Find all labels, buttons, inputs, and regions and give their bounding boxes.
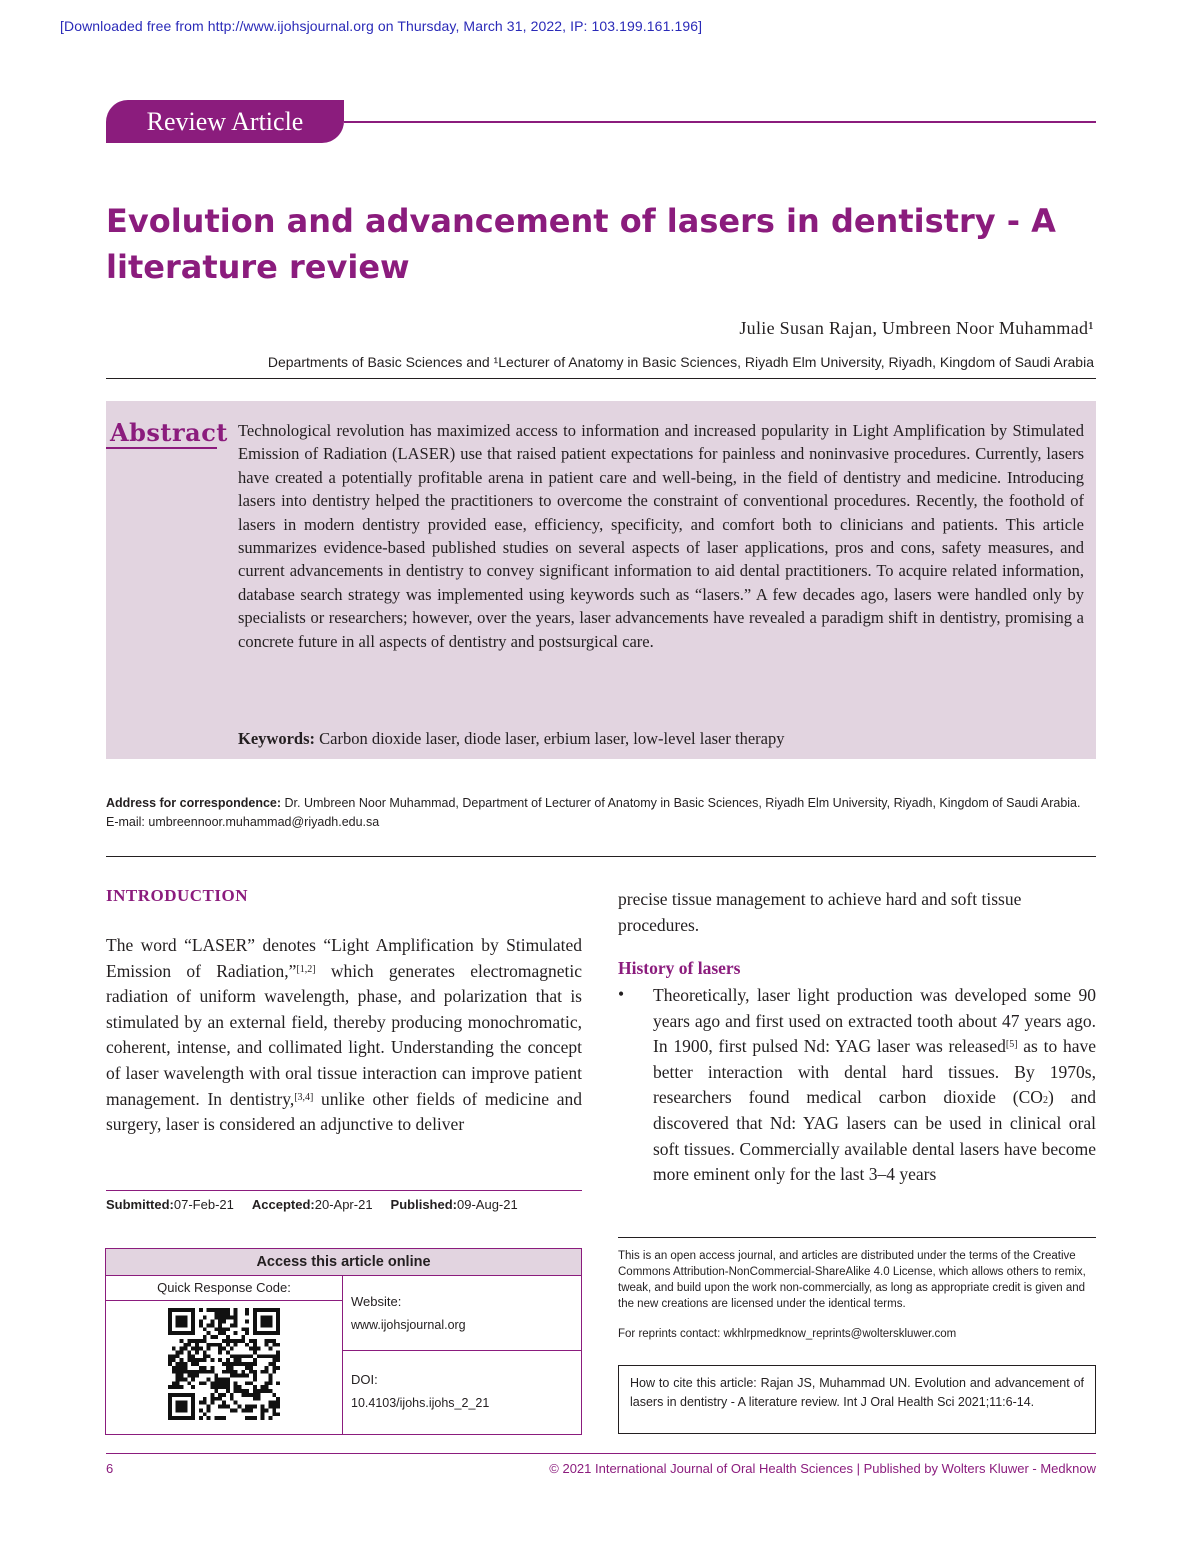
history-part-3: ) and discovered that Nd: YAG lasers can be used in clinical oral soft tissues. Commercially available dental lasers have become more eminent only for the last 3–4 years bbox=[653, 1087, 1096, 1185]
dates-rule bbox=[106, 1190, 582, 1191]
affiliation: Departments of Basic Sciences and ¹Lecturer of Anatomy in Basic Sciences, Riyadh Elm University, Riyadh, Kingdom of Saudi Arabia bbox=[267, 354, 1094, 370]
introduction-text bbox=[106, 933, 582, 1138]
history-part-2: as to have better interaction with dental hard tissues. By 1970s, researchers found medical carbon dioxide (CO bbox=[653, 1036, 1096, 1108]
qr-code-icon bbox=[168, 1308, 280, 1420]
history-part-1: Theoretically, laser light production was developed some 90 years ago and first used on extracted tooth about 47 years ago. In 1900, first pulsed Nd: YAG laser was released bbox=[653, 985, 1096, 1057]
cite-text: How to cite this article: Rajan JS, Muhammad UN. Evolution and advancement of lasers in dentistry - A literature review. Int J Oral Health Sci 2021;11:6-14. bbox=[630, 1376, 1084, 1409]
affiliation-rule bbox=[106, 378, 1096, 379]
correspondence bbox=[106, 794, 1096, 832]
continued-text: precise tissue management to achieve hard and soft tissue procedures. bbox=[618, 889, 1022, 935]
header-rule bbox=[344, 121, 1096, 123]
history-text bbox=[653, 983, 1096, 1188]
article-type-badge: Review Article bbox=[106, 100, 344, 143]
subscript: 2 bbox=[1042, 1095, 1048, 1107]
accepted-date: 20-Apr-21 bbox=[314, 1197, 373, 1212]
bullet: • bbox=[618, 984, 625, 1004]
citation-ref[interactable]: [3,4] bbox=[294, 1091, 314, 1103]
submitted-date: 07-Feb-21 bbox=[173, 1197, 234, 1212]
authors: Julie Susan Rajan, Umbreen Noor Muhammad¹ bbox=[739, 318, 1094, 338]
access-divider bbox=[342, 1276, 343, 1434]
access-divider bbox=[342, 1350, 581, 1351]
abstract-heading: Abstract bbox=[110, 418, 228, 447]
submitted-label: Submitted: bbox=[106, 1197, 174, 1212]
correspondence-email[interactable]: E-mail: umbreennoor.muhammad@riyadh.edu.sa bbox=[106, 815, 380, 829]
doi-label: DOI: bbox=[351, 1372, 378, 1387]
abstract-heading-rule bbox=[106, 447, 217, 449]
intro-part-1: The word “LASER” denotes “Light Amplification by Stimulated Emission of Radiation,” bbox=[106, 935, 582, 981]
doi-link[interactable]: 10.4103/ijohs.ijohs_2_21 bbox=[351, 1396, 490, 1410]
license-text: This is an open access journal, and articles are distributed under the terms of the Creative Commons Attribution-NonCommercial-ShareAlike 4.0 License, which allows others to remix, tweak, and build upon the work non-commercially, as long as appropriate credit is given and the new creations are licensed under the identical terms. bbox=[618, 1250, 1086, 1310]
publication-dates bbox=[106, 1197, 518, 1212]
citation-ref[interactable]: [1,2] bbox=[296, 963, 316, 975]
footer-journal: © 2021 International Journal of Oral Health Sciences | Published by Wolters Kluwer - Medknow bbox=[549, 1461, 1096, 1476]
published-label: Published: bbox=[390, 1197, 457, 1212]
article-title: Evolution and advancement of lasers in dentistry - A literature review bbox=[106, 202, 1056, 286]
qr-label: Quick Response Code: bbox=[157, 1280, 291, 1295]
website-link[interactable]: www.ijohsjournal.org bbox=[351, 1318, 466, 1332]
download-note[interactable]: [Downloaded free from http://www.ijohsjournal.org on Thursday, March 31, 2022, IP: 103.199.161.196] bbox=[60, 18, 703, 34]
correspondence-address: Dr. Umbreen Noor Muhammad, Department of Lecturer of Anatomy in Basic Sciences, Riyadh Elm University, Riyadh, Kingdom of Saudi Arabia. bbox=[284, 796, 1081, 810]
correspondence-label: Address for correspondence: bbox=[106, 796, 282, 810]
website-label: Website: bbox=[351, 1294, 402, 1309]
license-rule bbox=[618, 1237, 1096, 1238]
intro-part-3: unlike other fields of medicine and surgery, laser is considered an adjunctive to deliver bbox=[106, 1088, 583, 1135]
page-number: 6 bbox=[106, 1461, 114, 1476]
qr-label-rule bbox=[106, 1300, 342, 1301]
footer-rule bbox=[106, 1453, 1096, 1454]
reprints-contact[interactable]: For reprints contact: wkhlrpmedknow_reprints@wolterskluwer.com bbox=[618, 1328, 957, 1340]
keywords-label: Keywords: bbox=[238, 729, 315, 748]
abstract-text: Technological revolution has maximized access to information and increased popularity in Light Amplification by Stimulated Emission of Radiation (LASER) use that raised patient expectations for painless and noninvasive procedures. Currently, lasers have created a potentially profitable arena in patient care and well-being, in the field of dentistry and medicine. Introducing lasers into dentistry helped the practitioners to overcome the constraint of conventional procedures. Recently, the foothold of lasers in modern dentistry provided ease, efficiency, specificity, and comfort both to clinicians and patients. This article summarizes evidence-based published studies on several aspects of laser applications, pros and cons, safety measures, and current advancements in dentistry to convey significant information to aid dental practitioners. To acquire related information, database search strategy was implemented using keywords such as “lasers.” A few decades ago, lasers were handled only by specialists or researchers; however, over the years, laser advancements have revealed a paradigm shift in dentistry, promising a concrete future in all aspects of dentistry and postsurgical care. bbox=[238, 421, 1084, 651]
published-date: 09-Aug-21 bbox=[457, 1197, 518, 1212]
accepted-label: Accepted: bbox=[251, 1197, 315, 1212]
correspondence-rule bbox=[106, 856, 1096, 857]
access-online-header: Access this article online bbox=[106, 1249, 581, 1276]
keywords-list: Carbon dioxide laser, diode laser, erbium laser, low-level laser therapy bbox=[319, 729, 785, 748]
citation-ref[interactable]: [5] bbox=[1005, 1039, 1018, 1051]
history-heading: History of lasers bbox=[618, 958, 741, 978]
intro-part-2: which generates electromagnetic radiation of uniform wavelength, phase, and polarization that is stimulated by an external field, thereby producing monochromatic, coherent, intense, and collimated light. Understanding the concept of laser wavelength with oral tissue interaction can improve patient management. In dentistry, bbox=[106, 960, 582, 1109]
introduction-heading: INTRODUCTION bbox=[106, 886, 249, 905]
keywords bbox=[238, 728, 1084, 750]
